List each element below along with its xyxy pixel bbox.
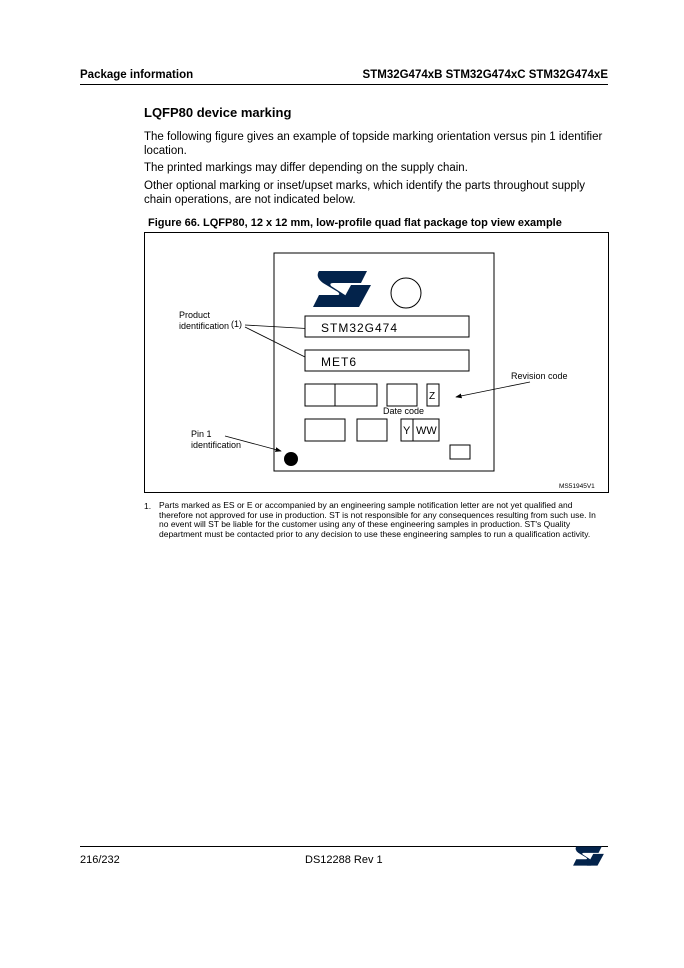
package-marking-diagram — [145, 233, 608, 492]
marking-box-row4-2 — [357, 419, 387, 441]
marking-box-row3-3 — [387, 384, 417, 406]
figure-frame — [144, 232, 609, 493]
product-marking-text: STM32G474 — [321, 321, 399, 335]
marking-box-row3-2 — [335, 384, 377, 406]
small-marking-box — [450, 445, 470, 459]
footer-rule — [80, 846, 608, 847]
revision-code-value: Z — [429, 391, 436, 402]
footer-page-number: 216/232 — [80, 854, 120, 866]
header-section-title: Package information — [80, 69, 194, 81]
date-year-value: Y — [403, 425, 411, 437]
footer-doc-id: DS12288 Rev 1 — [305, 854, 383, 866]
figure-id: MS51945V1 — [559, 483, 595, 490]
header-rule — [80, 84, 608, 85]
paragraph-1: The following figure gives an example of topside marking orientation versus pin 1 identifier location. — [144, 131, 603, 157]
header-part-numbers: STM32G474xB STM32G474xC STM32G474xE — [362, 69, 608, 81]
marking-box-row4-1 — [305, 419, 345, 441]
figure-caption: Figure 66. LQFP80, 12 x 12 mm, low-profile quad flat package top view example — [148, 217, 562, 229]
revision-code-label: Revision code — [511, 371, 568, 381]
product-identification-label-line1: Product — [179, 310, 211, 320]
footnote-number: 1. — [144, 501, 152, 511]
product-marking-text-2: MET6 — [321, 355, 358, 369]
date-code-label: Date code — [383, 406, 425, 416]
paragraph-2: The printed markings may differ depending on the supply chain. — [144, 162, 468, 174]
footnote-reference: (1) — [231, 319, 242, 329]
marking-box-row3-1 — [305, 384, 335, 406]
pin1-dot — [284, 452, 298, 466]
section-title: LQFP80 device marking — [144, 105, 292, 120]
footer-st-logo-icon — [572, 846, 606, 866]
pin1-label-line2: identification — [191, 440, 242, 450]
date-week-value: WW — [416, 425, 437, 437]
pin1-label-line1: Pin 1 — [191, 429, 212, 439]
footnote-text: Parts marked as ES or E or accompanied by an engineering sample notification letter are not yet qualified and therefore not approved for use in production. ST is not responsible for any consequences resulting from such use. In no event will ST be liable for the customer using any of these engineering samples in production. ST's Quality department must be contacted prior to any decision to use these engineering samples to run a qualification activity. — [159, 500, 596, 539]
paragraph-3: Other optional marking or inset/upset marks, which identify the parts throughout supply chain operations, are not indicated below. — [144, 180, 586, 206]
mold-circle-mark — [391, 278, 421, 308]
product-identification-label-line2: identification — [179, 321, 230, 331]
